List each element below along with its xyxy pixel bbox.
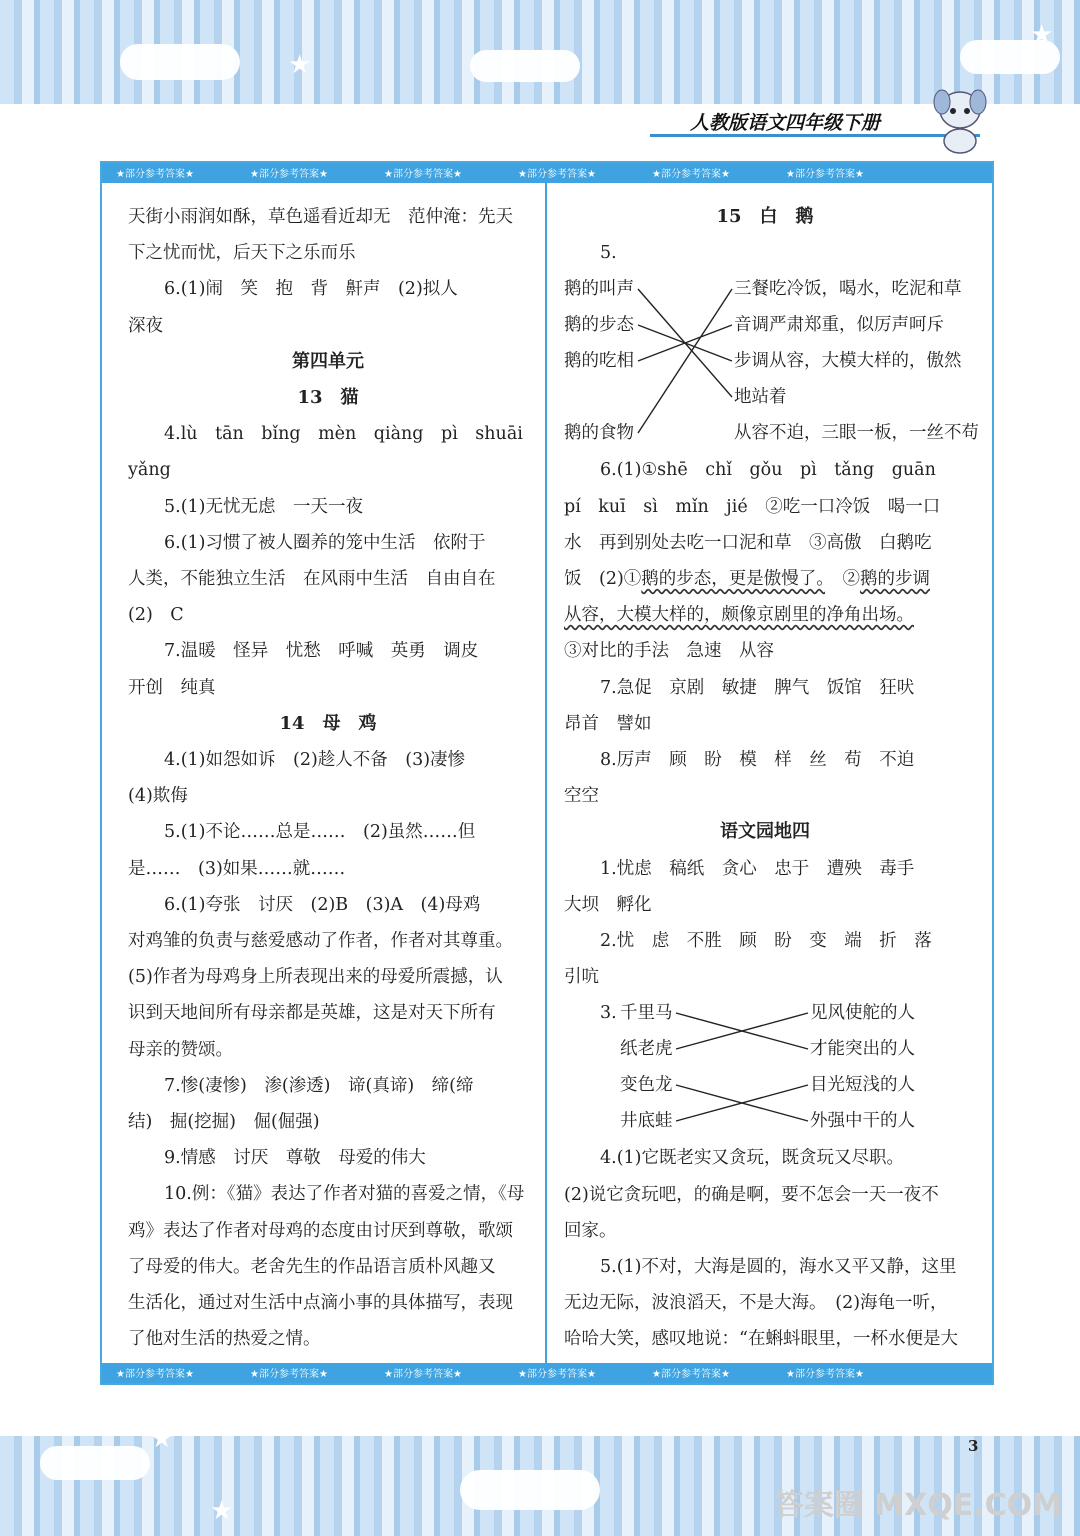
band-label: ★部分参考答案★ xyxy=(652,169,730,180)
answer-line: 1.忧虑 稿纸 贪心 忠于 遭殃 毒手 xyxy=(600,858,915,879)
match-right-item: 步调从容，大模大样的，傲然 xyxy=(734,351,962,372)
page-number: 3 xyxy=(968,1437,979,1455)
answer-line: 4.(1)如怨如诉 (2)趁人不备 (3)凄惨 xyxy=(164,750,466,771)
answer-line: 6.(1)夸张 讨厌 (2)B (3)A (4)母鸡 xyxy=(164,894,481,915)
answer-line: 鸡》表达了作者对母鸡的态度由讨厌到尊敬，歌颂 xyxy=(128,1220,513,1241)
answer-line: 人类，不能独立生活 在风雨中生活 自由自在 xyxy=(128,569,496,590)
lesson-heading: 14 母 鸡 xyxy=(279,712,377,734)
star-icon: ★ xyxy=(1030,20,1054,50)
match-right-item: 见风使舵的人 xyxy=(810,1003,915,1024)
match-right-item: 三餐吃冷饭，喝水，吃泥和草 xyxy=(734,279,962,300)
answer-line: yǎng xyxy=(128,460,171,481)
match-number: 3. xyxy=(600,1003,617,1024)
answer-line: ③对比的手法 急速 从容 xyxy=(564,641,774,662)
band-label: ★部分参考答案★ xyxy=(384,1369,462,1380)
answer-line: 水 再到别处去吃一口泥和草 ③高傲 白鹅吃 xyxy=(564,532,932,553)
band-label: ★部分参考答案★ xyxy=(250,169,328,180)
match-left-item: 千里马 xyxy=(620,1003,673,1024)
match-right-item: 音调严肃郑重，似厉声呵斥 xyxy=(734,315,944,336)
answer-line: 生活化，通过对生活中点滴小事的具体描写，表现 xyxy=(128,1293,513,1314)
answer-line: 哈哈大笑，感叹地说：“在蝌蚪眼里，一杯水便是大 xyxy=(564,1329,958,1350)
answer-line: 下之忧而忧，后天下之乐而乐 xyxy=(128,243,356,264)
answer-line: 引吭 xyxy=(564,967,599,988)
answer-line: 母亲的赞颂。 xyxy=(128,1039,233,1060)
right-column xyxy=(564,199,979,1358)
underlined-sentence: 从容，大模大样的，颇像京剧里的净角出场。 xyxy=(564,605,914,626)
match-right-item: 目光短浅的人 xyxy=(810,1075,915,1096)
answer-line: 结) 掘(挖掘) 倔(倔强) xyxy=(128,1112,320,1133)
answer-line: 9.情感 讨厌 尊敬 母爱的伟大 xyxy=(164,1148,426,1169)
band-label: ★部分参考答案★ xyxy=(786,1369,864,1380)
bottom-band xyxy=(102,1363,992,1383)
answer-line: 7.急促 京剧 敏捷 脾气 饭馆 狂吠 xyxy=(600,677,915,698)
answer-line: 识到天地间所有母亲都是英雄，这是对天下所有 xyxy=(128,1003,496,1024)
answer-line: 2.忧 虑 不胜 顾 盼 变 端 折 落 xyxy=(600,931,932,952)
star-icon: ★ xyxy=(150,1424,174,1454)
cloud-decoration xyxy=(120,44,240,80)
band-label: ★部分参考答案★ xyxy=(116,1369,194,1380)
band-label: ★部分参考答案★ xyxy=(786,169,864,180)
answer-line: 6.(1)习惯了被人圈养的笼中生活 依附于 xyxy=(164,532,486,553)
lesson-heading: 13 猫 xyxy=(297,387,359,409)
match-right-item: 才能突出的人 xyxy=(810,1039,915,1060)
left-column xyxy=(128,199,528,1358)
answer-line: 8.厉声 顾 盼 模 样 丝 苟 不迫 xyxy=(600,750,915,771)
answer-text: ② xyxy=(825,569,861,590)
answer-line: (2)说它贪玩吧，的确是啊，要不怎会一天一夜不 xyxy=(564,1184,939,1205)
answer-line: (2) C xyxy=(128,605,184,626)
band-label: ★部分参考答案★ xyxy=(652,1369,730,1380)
match-right-item: 从容不迫，三眼一板，一丝不苟 xyxy=(734,423,979,444)
match-left-item: 鹅的步态 xyxy=(564,315,634,336)
star-icon: ★ xyxy=(210,1496,234,1526)
answer-line: 无边无际，波浪滔天，不是大海。 (2)海龟一听， xyxy=(564,1293,948,1314)
cloud-decoration xyxy=(470,50,580,82)
answer-line: 7.温暖 怪异 忧愁 呼喊 英勇 调皮 xyxy=(164,641,479,662)
match-left-item: 井底蛙 xyxy=(620,1111,673,1132)
answer-line xyxy=(564,561,966,597)
answer-line: 深夜 xyxy=(128,315,163,336)
answer-line: 大坝 孵化 xyxy=(564,894,652,915)
answer-text: 饭 (2)① xyxy=(564,569,642,590)
band-label: ★部分参考答案★ xyxy=(116,169,194,180)
answer-line: 10.例：《猫》表达了作者对猫的喜爱之情，《母 xyxy=(164,1184,525,1205)
answer-line: 了母爱的伟大。老舍先生的作品语言质朴风趣又 xyxy=(128,1256,496,1277)
match-left-item: 鹅的食物 xyxy=(564,423,634,444)
answer-line: 5. xyxy=(600,243,617,264)
matching-exercise-goose xyxy=(564,271,979,452)
star-icon: ★ xyxy=(288,50,312,80)
answer-line: 空空 xyxy=(564,786,599,807)
answer-line: 回家。 xyxy=(564,1220,617,1241)
answer-line: 是…… (3)如果……就…… xyxy=(128,858,346,879)
underlined-sentence: 鹅的步态，更是傲慢了。 xyxy=(641,569,826,590)
band-label: ★部分参考答案★ xyxy=(384,169,462,180)
column-divider xyxy=(545,183,547,1363)
mascot-icon xyxy=(928,86,992,156)
answer-line: (4)欺侮 xyxy=(128,786,188,807)
answer-line: pí kuī sì mǐn jié ②吃一口冷饭 喝一口 xyxy=(564,496,941,517)
answer-line: 5.(1)不对，大海是圆的，海水又平又静，这里 xyxy=(600,1257,957,1278)
answer-line: 5.(1)不论……总是…… (2)虽然……但 xyxy=(164,822,476,843)
answer-line: 对鸡雏的负责与慈爱感动了作者，作者对其尊重。 xyxy=(128,931,513,952)
answer-line: 7.惨(凄惨) 渗(渗透) 谛(真谛) 缔(缔 xyxy=(164,1075,474,1096)
answer-line: 了他对生活的热爱之情。 xyxy=(128,1329,321,1350)
answer-line: 4.(1)它既老实又贪玩，既贪玩又尽职。 xyxy=(600,1148,904,1169)
lesson-heading: 15 白 鹅 xyxy=(716,206,814,227)
band-label: ★部分参考答案★ xyxy=(518,169,596,180)
answer-line: 天街小雨润如酥，草色遥看近却无 范仲淹：先天 xyxy=(128,207,513,227)
answer-line: 6.(1)闹 笑 抱 背 鼾声 (2)拟人 xyxy=(164,279,458,300)
band-label: ★部分参考答案★ xyxy=(250,1369,328,1380)
site-watermark: 答案圈 MXQE.COM xyxy=(773,1488,1062,1523)
answer-line: 开创 纯真 xyxy=(128,677,216,698)
cloud-decoration xyxy=(40,1446,150,1480)
section-heading: 语文园地四 xyxy=(720,821,810,843)
match-left-item: 鹅的吃相 xyxy=(564,351,634,372)
answer-line xyxy=(564,597,966,633)
match-left-item: 纸老虎 xyxy=(620,1039,673,1060)
band-label: ★部分参考答案★ xyxy=(518,1369,596,1380)
unit-heading: 第四单元 xyxy=(292,350,364,372)
matching-exercise-idioms xyxy=(564,995,966,1140)
answer-panel xyxy=(100,161,994,1385)
match-left-item: 变色龙 xyxy=(620,1075,673,1096)
match-right-item: 外强中干的人 xyxy=(810,1111,915,1132)
answer-line: 6.(1)①shē chǐ gǒu pì tǎng guān xyxy=(600,460,936,481)
underlined-sentence: 鹅的步调 xyxy=(860,569,931,590)
match-left-item: 鹅的叫声 xyxy=(564,279,634,300)
book-title: 人教版语文四年级下册 xyxy=(690,112,881,134)
answer-line: 5.(1)无忧无虑 一天一夜 xyxy=(164,496,363,517)
answer-line: 4.lù tān bǐng mèn qiàng pì shuāi xyxy=(164,424,523,445)
top-band xyxy=(102,163,992,183)
cloud-decoration xyxy=(460,1470,600,1510)
match-right-item: 地站着 xyxy=(734,387,787,408)
answer-line: 昂首 譬如 xyxy=(564,713,652,734)
answer-line: (5)作者为母鸡身上所表现出来的母爱所震撼，认 xyxy=(128,967,503,988)
